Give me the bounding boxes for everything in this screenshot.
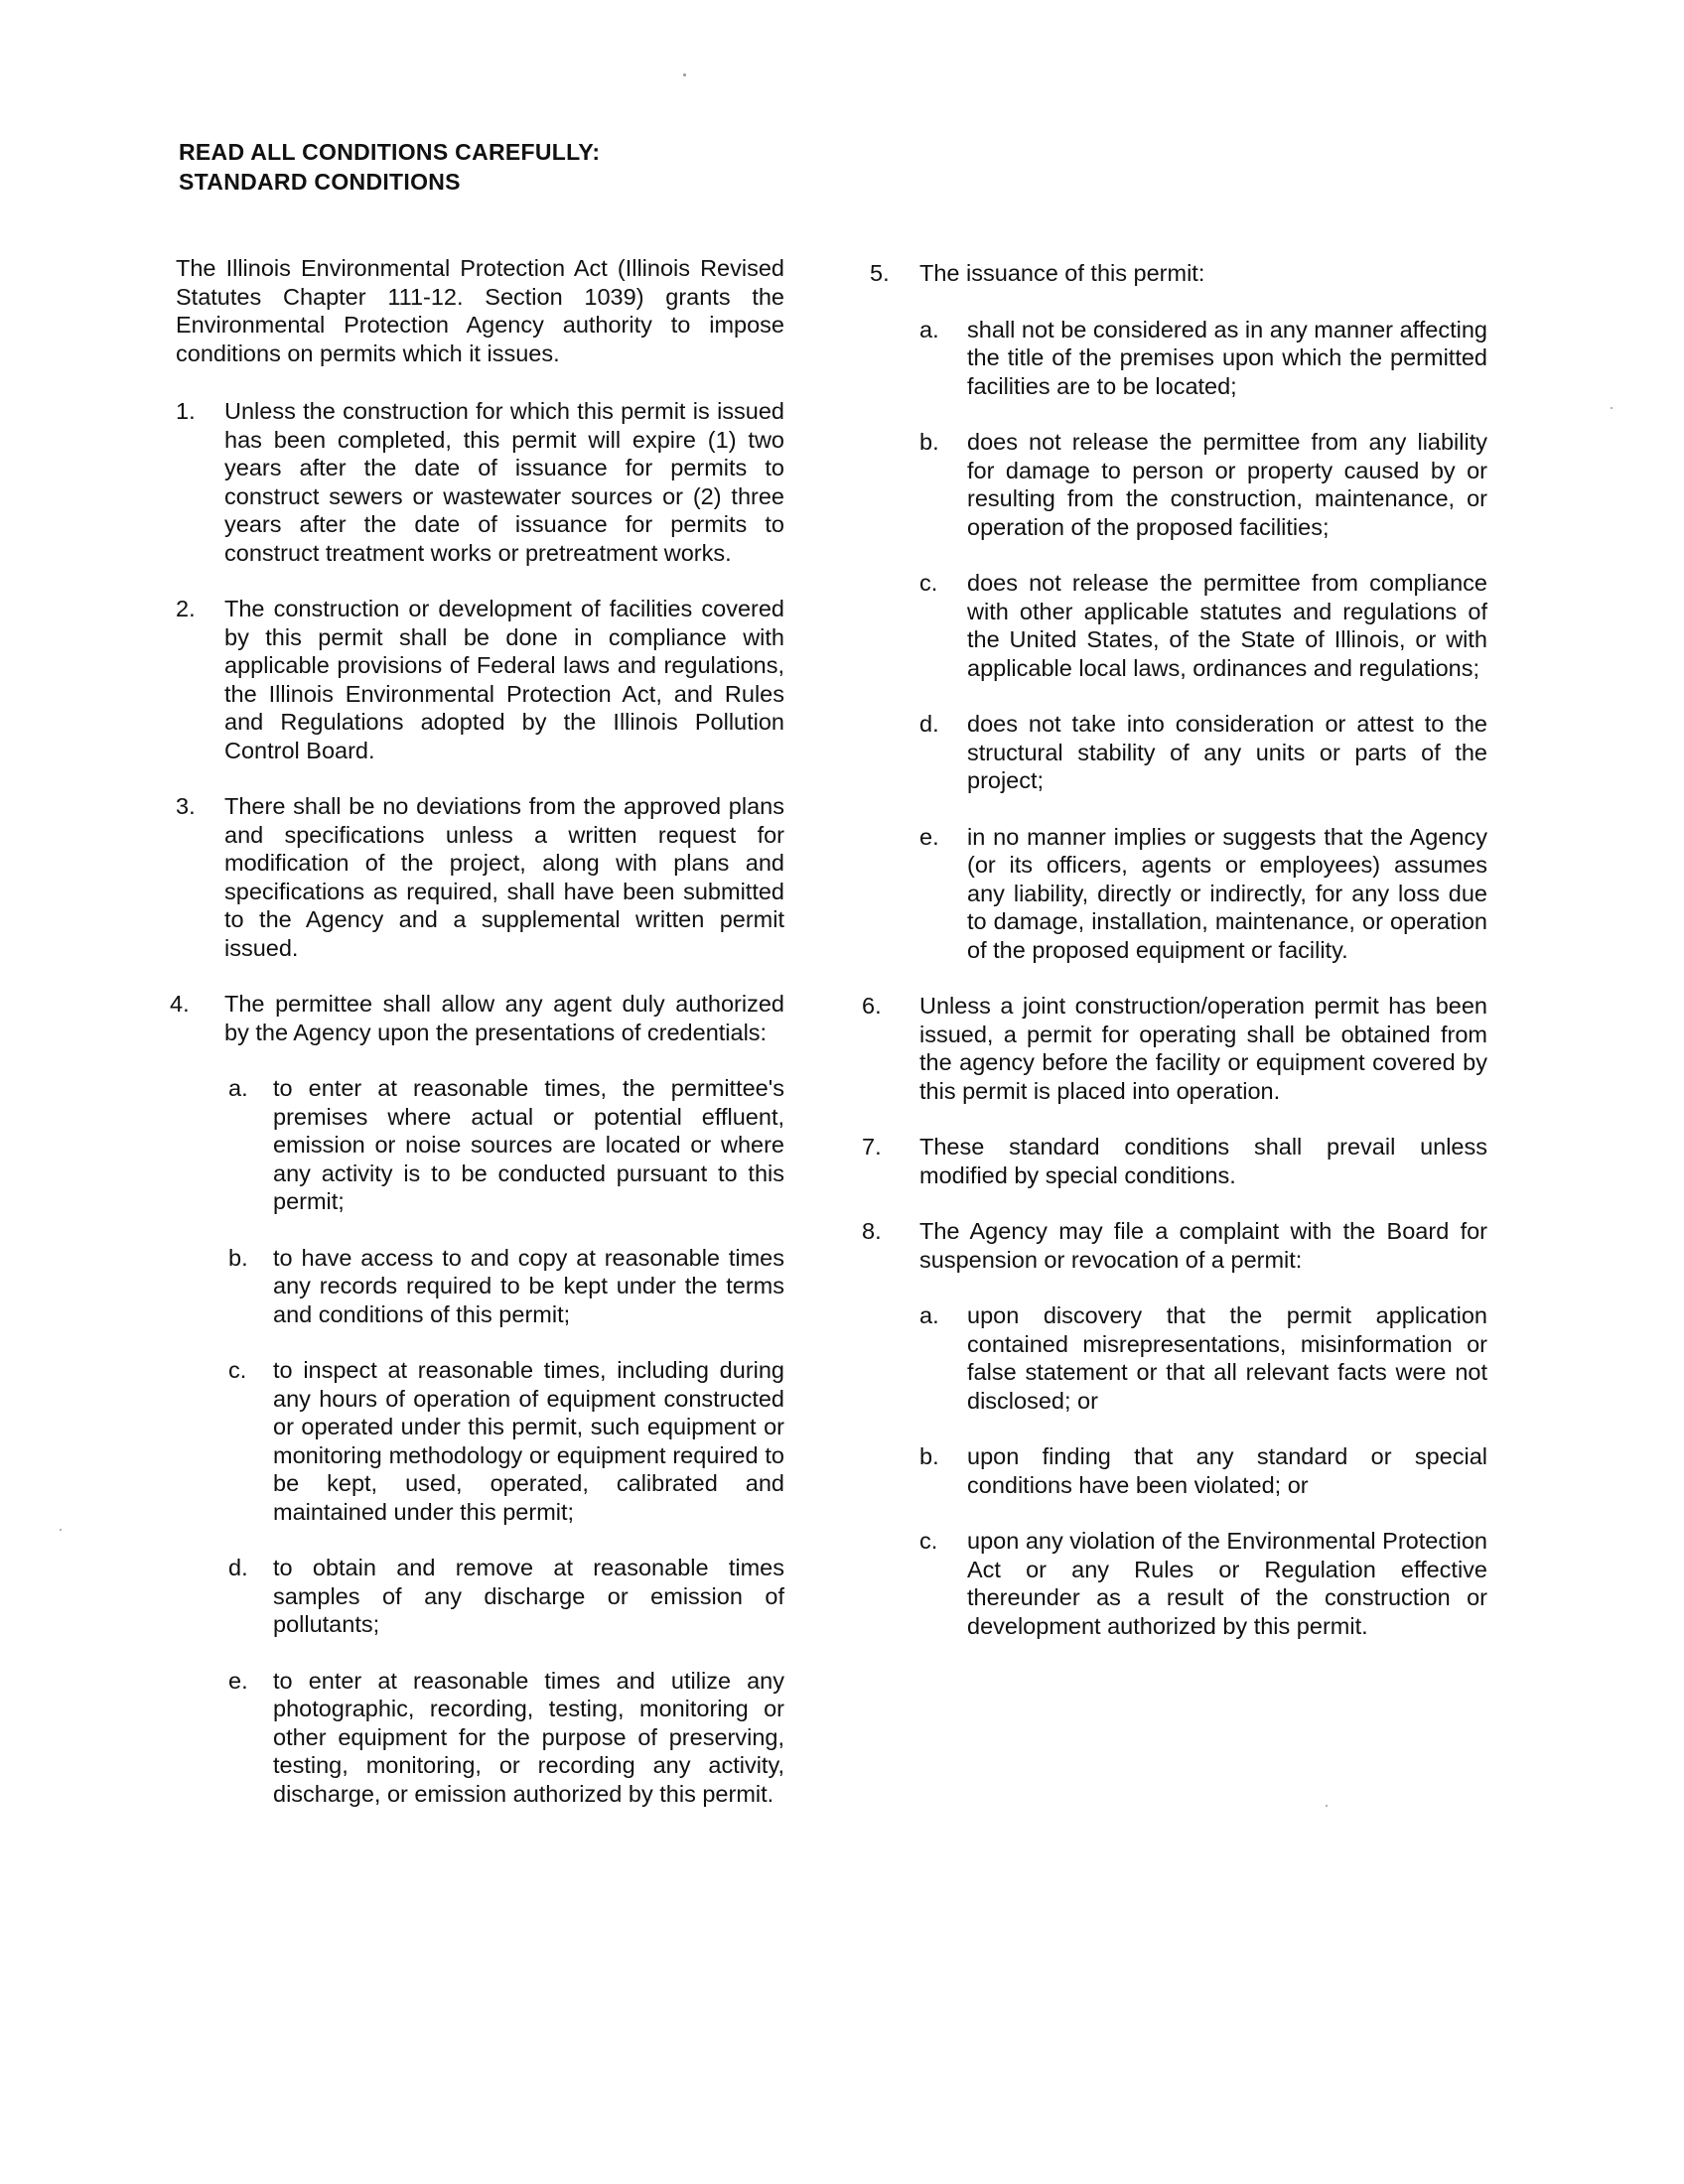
subitem-text: shall not be considered as in any manner affecting the title of the premises upon which the permitted facilities are to be located; bbox=[967, 316, 1487, 399]
condition-number: 3. bbox=[176, 793, 196, 819]
subitem-letter: b. bbox=[919, 1443, 939, 1469]
heading-line-1: READ ALL CONDITIONS CAREFULLY: bbox=[179, 139, 601, 165]
scan-speck bbox=[60, 1529, 62, 1531]
condition-7 bbox=[862, 1133, 1487, 1189]
subitem-4d bbox=[228, 1554, 784, 1639]
subitem-text: does not take into consideration or attest to the structural stability of any units or parts of the project; bbox=[967, 711, 1487, 793]
scan-speck bbox=[683, 73, 686, 76]
condition-4 bbox=[170, 990, 784, 1808]
condition-2 bbox=[176, 595, 784, 764]
condition-text: There shall be no deviations from the approved plans and specifications unless a written request for modification of the project, along with plans and specifications as required, shall have been submitted to the Agency and a supplemental written permit issued. bbox=[224, 793, 784, 961]
subitem-letter: a. bbox=[228, 1075, 248, 1101]
subitem-text: to inspect at reasonable times, including during any hours of operation of equipment constructed or operated under this permit, such equipment or monitoring methodology or equipment required to be kept, used, operated, calibrated and maintained under this permit; bbox=[273, 1357, 784, 1525]
condition-number: 7. bbox=[862, 1134, 882, 1160]
condition-text: The construction or development of facilities covered by this permit shall be done in compliance with applicable provisions of Federal laws and regulations, the Illinois Environmental Protection Act, and Rules and Regulations adopted by the Illinois Pollution Control Board. bbox=[224, 596, 784, 763]
condition-text: The issuance of this permit: bbox=[919, 260, 1205, 286]
subitem-5c bbox=[919, 569, 1487, 682]
left-column bbox=[170, 254, 784, 1836]
subitem-4a bbox=[228, 1074, 784, 1216]
condition-3 bbox=[176, 792, 784, 962]
scan-speck bbox=[1611, 407, 1613, 409]
subitem-letter: e. bbox=[919, 823, 939, 850]
right-column bbox=[862, 259, 1487, 1668]
condition-text: Unless the construction for which this permit is issued has been completed, this permit will expire (1) two years after the date of issuance for permits to construct sewers or wastewater sources or (2) three years after the date of issuance for permits to construct treatment works or pretreatment works. bbox=[224, 398, 784, 566]
subitem-4c bbox=[228, 1356, 784, 1526]
intro-paragraph: The Illinois Environmental Protection Act (Illinois Revised Statutes Chapter 111-12. Section 1039) grants the Environmental Protection Agency authority to impose conditions on permits which it issues. bbox=[176, 255, 784, 366]
condition-5-subitems bbox=[919, 316, 1487, 965]
condition-number: 4. bbox=[170, 991, 190, 1017]
heading-line-2: STANDARD CONDITIONS bbox=[179, 169, 461, 195]
subitem-4e bbox=[228, 1667, 784, 1809]
condition-text: The permittee shall allow any agent duly authorized by the Agency upon the presentations of credentials: bbox=[224, 991, 784, 1045]
condition-number: 2. bbox=[176, 596, 196, 621]
condition-text: Unless a joint construction/operation permit has been issued, a permit for operating shall be obtained from the agency before the facility or equipment covered by this permit is placed into operation. bbox=[919, 993, 1487, 1104]
document-heading bbox=[179, 137, 600, 197]
subitem-text: upon any violation of the Environmental Protection Act or any Rules or Regulation effective thereunder as a result of the construction or development authorized by this permit. bbox=[967, 1528, 1487, 1639]
subitem-letter: c. bbox=[228, 1357, 247, 1383]
subitem-letter: a. bbox=[919, 1302, 939, 1328]
subitem-letter: c. bbox=[919, 1528, 938, 1554]
condition-6 bbox=[862, 992, 1487, 1105]
scan-speck bbox=[1326, 1805, 1328, 1807]
condition-4-subitems bbox=[224, 1074, 784, 1808]
subitem-text: upon finding that any standard or special conditions have been violated; or bbox=[967, 1443, 1487, 1498]
subitem-8b bbox=[919, 1442, 1487, 1499]
subitem-text: upon discovery that the permit application contained misrepresentations, misinformation or false statement or that all relevant facts were not disclosed; or bbox=[967, 1302, 1487, 1414]
subitem-text: does not release the permittee from compliance with other applicable statutes and regulations of the United States, of the State of Illinois, or with applicable local laws, ordinances and regulations; bbox=[967, 570, 1487, 681]
subitem-text: to enter at reasonable times, the permittee's premises where actual or potential effluent, emission or noise sources are located or where any activity is to be conducted pursuant to this permit; bbox=[273, 1075, 784, 1214]
condition-text: These standard conditions shall prevail unless modified by special conditions. bbox=[919, 1134, 1487, 1188]
subitem-5e bbox=[919, 823, 1487, 965]
subitem-8a bbox=[919, 1301, 1487, 1415]
subitem-letter: b. bbox=[919, 429, 939, 455]
subitem-letter: a. bbox=[919, 316, 939, 342]
subitem-8c bbox=[919, 1527, 1487, 1640]
condition-number: 8. bbox=[862, 1218, 882, 1244]
subitem-text: to enter at reasonable times and utilize any photographic, recording, testing, monitoring or other equipment for the purpose of preserving, testing, monitoring, or recording any activity, discharge, or emission authorized by this permit. bbox=[273, 1667, 784, 1807]
condition-8 bbox=[862, 1217, 1487, 1640]
subitem-letter: c. bbox=[919, 570, 938, 596]
subitem-4b bbox=[228, 1244, 784, 1329]
condition-number: 6. bbox=[862, 993, 882, 1019]
subitem-text: to have access to and copy at reasonable times any records required to be kept under the terms and conditions of this permit; bbox=[273, 1244, 784, 1327]
subitem-5d bbox=[919, 710, 1487, 795]
subitem-text: does not release the permittee from any liability for damage to person or property caused by or resulting from the construction, maintenance, or operation of the proposed facilities; bbox=[967, 429, 1487, 540]
subitem-letter: b. bbox=[228, 1244, 248, 1271]
condition-text: The Agency may file a complaint with the Board for suspension or revocation of a permit: bbox=[919, 1218, 1487, 1273]
subitem-5b bbox=[919, 428, 1487, 541]
condition-number: 1. bbox=[176, 398, 196, 424]
subitem-5a bbox=[919, 316, 1487, 401]
condition-1 bbox=[176, 397, 784, 567]
subitem-letter: d. bbox=[228, 1555, 248, 1580]
subitem-letter: e. bbox=[228, 1667, 248, 1694]
condition-number: 5. bbox=[870, 260, 890, 286]
subitem-text: in no manner implies or suggests that the Agency (or its officers, agents or employees) assumes any liability, directly or indirectly, for any loss due to damage, installation, maintenance, or operation of the proposed equipment or facility. bbox=[967, 823, 1487, 963]
subitem-letter: d. bbox=[919, 711, 939, 737]
condition-8-subitems bbox=[919, 1301, 1487, 1640]
subitem-text: to obtain and remove at reasonable times samples of any discharge or emission of pollutants; bbox=[273, 1555, 784, 1637]
condition-5 bbox=[870, 259, 1487, 964]
